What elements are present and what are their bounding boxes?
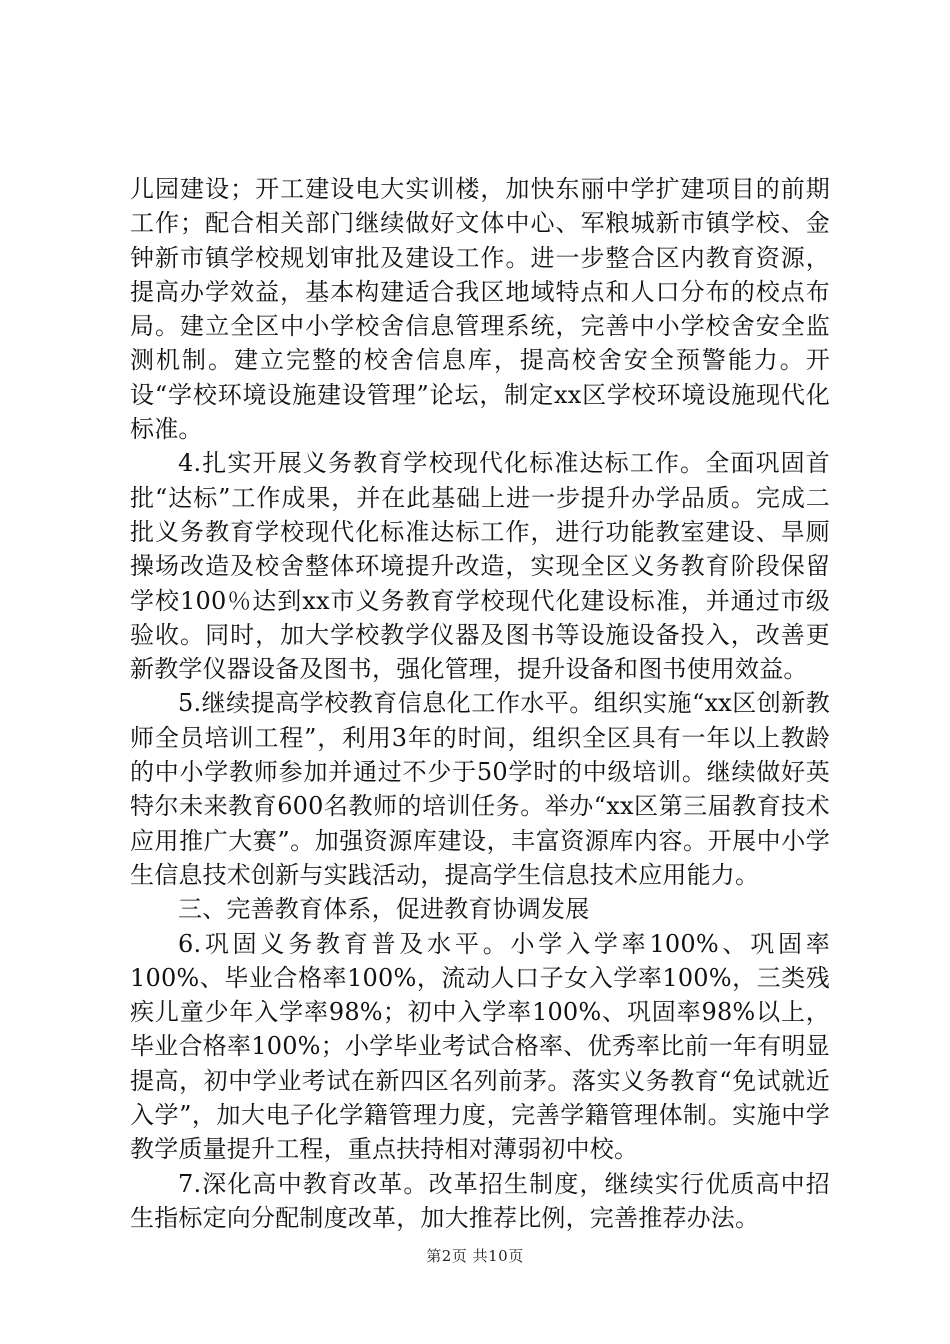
paragraph-item-4: 4.扎实开展义务教育学校现代化标准达标工作。全面巩固首批“达标”工作成果，并在此基础上进一步提升办学品质。完成二批义务教育学校现代化标准达标工作，进行功能教室建设、旱厕操场改造及校舍整体环境提升改造，实现全区义务教育阶段保留学校100％达到xx市义务教育学校现代化建设标准，并通过市级验收。同时，加大学校教学仪器及图书等设施设备投入，改善更新教学仪器设备及图书，强化管理，提升设备和图书使用效益。 <box>130 449 830 684</box>
paragraph-continuation: 儿园建设；开工建设电大实训楼，加快东丽中学扩建项目的前期工作；配合相关部门继续做好文体中心、军粮城新市镇学校、金钟新市镇学校规划审批及建设工作。进一步整合区内教育资源，提高办学效益，基本构建适合我区地域特点和人口分布的校点布局。建立全区中小学校舍信息管理系统，完善中小学校舍安全监测机制。建立完整的校舍信息库，提高校舍安全预警能力。开设“学校环境设施建设管理”论坛，制定xx区学校环境设施现代化标准。 <box>130 175 830 444</box>
document-body <box>130 172 830 1235</box>
paragraph-item-5: 5.继续提高学校教育信息化工作水平。组织实施“xx区创新教师全员培训工程”，利用3年的时间，组织全区具有一年以上教龄的中小学教师参加并通过不少于50学时的中级培训。继续做好英特尔未来教育600名教师的培训任务。举办“xx区第三届教育技术应用推广大赛”。加强资源库建设，丰富资源库内容。开展中小学生信息技术创新与实践活动，提高学生信息技术应用能力。 <box>130 689 830 889</box>
paragraph-item-7: 7.深化高中教育改革。改革招生制度，继续实行优质高中招生指标定向分配制度改革，加大推荐比例，完善推荐办法。 <box>130 1169 830 1232</box>
section-heading: 三、完善教育体系，促进教育协调发展 <box>178 895 590 924</box>
paragraph-item-6: 6.巩固义务教育普及水平。小学入学率100%、巩固率100%、毕业合格率100%，流动人口子女入学率100%，三类残疾儿童少年入学率98%；初中入学率100%、巩固率98%以上，毕业合格率100%；小学毕业考试合格率、优秀率比前一年有明显提高，初中学业考试在新四区名列前茅。落实义务教育“免试就近入学”，加大电子化学籍管理力度，完善学籍管理体制。实施中学教学质量提升工程，重点扶持相对薄弱初中校。 <box>130 929 830 1164</box>
page-number-footer: 第2页 共10页 <box>426 1247 524 1265</box>
